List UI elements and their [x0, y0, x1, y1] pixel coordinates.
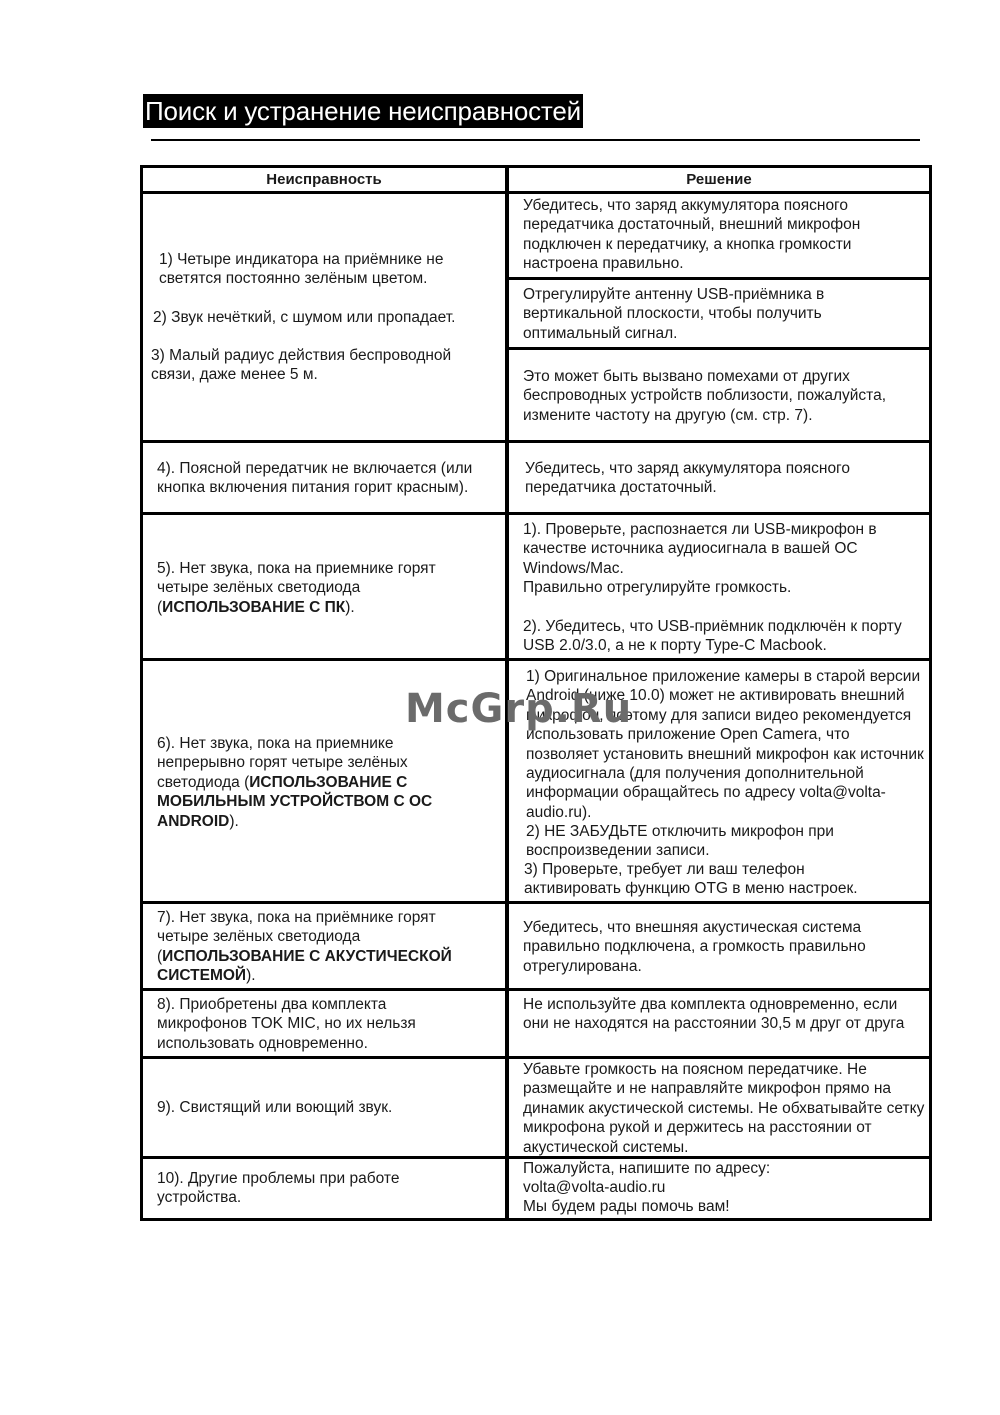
- problem-5: [143, 515, 505, 658]
- problem-1: 1) Четыре индикатора на приёмнике не светятся постоянно зелёным цветом.: [159, 251, 444, 288]
- solution-4: [509, 443, 929, 512]
- solution-6-step-1: 1) Оригинальное приложение камеры в старой версии Android (ниже 10.0) может не активировать внешний микрофон, поэтому для записи видео рекомендуется использовать приложение Open Camera, что позволяет установить внешний микрофон как источник аудиосигнала (для получения дополнительной информации обращайтесь по адресу volta@volta-audio.ru).: [526, 668, 924, 821]
- solution-10: [509, 1159, 929, 1218]
- problem-6: [143, 661, 505, 901]
- solution-7-text: Убедитесь, что внешняя акустическая система правильно подключена, а громкость правильно отрегулирована.: [523, 919, 866, 975]
- solution-6-step-2: 2) НЕ ЗАБУДЬТЕ отключить микрофон при воспроизведении записи.: [526, 823, 834, 860]
- problem-6-tail: ).: [229, 812, 239, 830]
- solution-6-step-3: 3) Проверьте, требует ли ваш телефон активировать функцию OTG в меню настроек.: [524, 861, 858, 898]
- solution-8: [509, 991, 929, 1056]
- problem-6-text: [157, 734, 465, 831]
- solution-9-text: Убавьте громкость на поясном передатчике. Не размещайте и не направляйте микрофон прямо на динамик акустической системы. Не обхватывайте сетку микрофона рукой и держитесь на расстоянии от акустической системы.: [523, 1061, 925, 1156]
- solution-5-step-1: 1). Проверьте, распознается ли USB-микрофон в качестве источника аудиосигнала в вашей ОС Windows/Mac.: [523, 521, 877, 577]
- solution-3: [509, 350, 929, 440]
- problem-9: [143, 1059, 505, 1156]
- solution-1-text: Убедитесь, что заряд аккумулятора поясного передатчика достаточный, внешний микрофон подключен к передатчику, а кнопка громкости настроена правильно.: [523, 197, 861, 273]
- solution-9: [509, 1059, 929, 1156]
- problem-5-text: [157, 559, 475, 617]
- solution-6: [509, 661, 929, 901]
- problem-7: [143, 904, 505, 988]
- watermark: McGrp.Ru: [405, 686, 633, 732]
- problem-8: [143, 991, 505, 1056]
- solution-10-request: Пожалуйста, напишите по адресу:: [523, 1160, 771, 1177]
- solution-4-text: Убедитесь, что заряд аккумулятора поясного передатчика достаточный.: [525, 460, 850, 497]
- problem-6-lead: 6). Нет звука, пока на приемнике непрерывно горят четыре зелёных светодиода (: [157, 735, 408, 791]
- problem-7-lead: 7). Нет звука, пока на приёмнике горят четыре зелёных светодиода (: [157, 909, 436, 965]
- solution-1: [509, 194, 929, 277]
- problem-2: 2) Звук нечёткий, с шумом или пропадает.: [153, 309, 456, 326]
- problem-10-text: 10). Другие проблемы при работе устройства.: [157, 1170, 400, 1207]
- support-email: volta@volta-audio.ru: [523, 1179, 666, 1196]
- title-divider: [151, 139, 920, 141]
- solution-10-closing: Мы будем рады помочь вам!: [523, 1198, 730, 1215]
- problem-5-lead: 5). Нет звука, пока на приемнике горят четыре зелёных светодиода (: [157, 560, 436, 616]
- problem-9-text: 9). Свистящий или воющий звук.: [157, 1099, 393, 1116]
- page-title: Поиск и устранение неисправностей: [145, 96, 581, 126]
- problem-5-tail: ).: [345, 598, 355, 616]
- problem-3: 3) Малый радиус действия беспроводной связи, даже менее 5 м.: [151, 347, 452, 384]
- solution-2-text: Отрегулируйте антенну USB-приёмника в вертикальной плоскости, чтобы получить оптимальный сигнал.: [523, 286, 825, 342]
- problem-10: [143, 1159, 505, 1218]
- solution-2: [509, 280, 929, 347]
- solution-5-step-2: 2). Убедитесь, что USB-приёмник подключён к порту USB 2.0/3.0, а не к порту Type-C Macbook.: [523, 618, 902, 655]
- problem-6-emphasis: ИСПОЛЬЗОВАНИЕ С МОБИЛЬНЫМ УСТРОЙСТВОМ С ОС ANDROID: [157, 773, 433, 830]
- solution-5: [509, 515, 929, 658]
- problem-5-emphasis: ИСПОЛЬЗОВАНИЕ С ПК: [162, 598, 346, 616]
- problem-7-emphasis: ИСПОЛЬЗОВАНИЕ С АКУСТИЧЕСКОЙ СИСТЕМОЙ: [157, 947, 452, 985]
- solution-7: [509, 904, 929, 988]
- problem-cell-1-3: [143, 194, 505, 440]
- problem-4-text: 4). Поясной передатчик не включается (или кнопка включения питания горит красным).: [157, 460, 473, 497]
- solution-5-volume: Правильно отрегулируйте громкость.: [523, 579, 792, 596]
- header-problem: Неисправность: [143, 168, 505, 191]
- problem-7-tail: ).: [246, 967, 256, 985]
- problem-8-text: 8). Приобретены два комплекта микрофонов TOK MIC, но их нельзя использовать одновременно.: [157, 996, 416, 1052]
- solution-3-text: Это может быть вызвано помехами от других беспроводных устройств поблизости, пожалуйста, измените частоту на другую (см. стр. 7).: [523, 368, 887, 424]
- problem-7-text: [157, 908, 485, 986]
- solution-8-text: Не используйте два комплекта одновременно, если они не находятся на расстоянии 30,5 м друг от друга: [523, 996, 905, 1033]
- problem-4: [143, 443, 505, 512]
- header-solution: Решение: [509, 168, 929, 191]
